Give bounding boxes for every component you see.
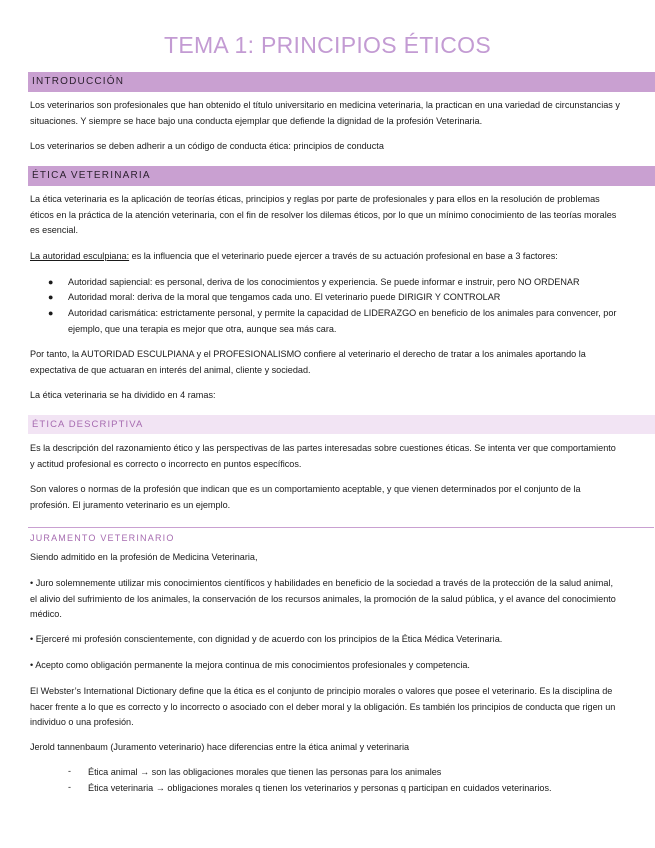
descriptiva-paragraph-1: Es la descripción del razonamiento ético y las perspectivas de las partes interesadas sobre cuestiones éticas. Se intenta ver que comportamiento y actitud profesional es correcto o incorrecto en puntos específicos. — [30, 443, 616, 469]
juramento-clause-3: • Acepto como obligación permanente la mejora continua de mis conocimientos profesionales y competencia. — [30, 660, 470, 670]
page-title: TEMA 1: PRINCIPIOS ÉTICOS — [163, 32, 491, 58]
juramento-clause-2: • Ejerceré mi profesión conscientemente, con dignidad y de acuerdo con los principios de la Ética Médica Veterinaria. — [30, 634, 503, 644]
autoridad-paragraph — [30, 249, 622, 265]
intro-paragraph-1: Los veterinarios son profesionales que han obtenido el título universitario en medicina veterinaria, la practican en una variedad de circunstancias y situaciones. Y siempre se hace bajo una conducta ejemplar que defiende la dignidad de la profesión Veterinaria. — [30, 100, 620, 126]
descriptiva-paragraph-2: Son valores o normas de la profesión que indican que es un comportamiento aceptable, y que vienen determinados por el conjunto de la profesión. El juramento veterinario es un ejemplo. — [30, 484, 581, 510]
dash-item-etica-animal: Ética animal → son las obligaciones morales que tienen las personas para los animales — [88, 767, 442, 777]
bullet-marker: ● — [48, 277, 54, 287]
tannenbaum-paragraph: Jerold tannenbaum (Juramento veterinario) hace diferencias entre la ética animal y veterinaria — [30, 742, 410, 752]
autoridad-definition: es la influencia que el veterinario puede ejercer a través de su actuación profesional en base a 3 factores: — [129, 251, 558, 261]
section-heading-etica-veterinaria: ÉTICA VETERINARIA — [28, 166, 655, 186]
section-heading-etica-descriptiva: ÉTICA DESCRIPTIVA — [28, 415, 655, 434]
webster-paragraph: El Webster’s International Dictionary define que la ética es el conjunto de principio morales o valores que posee el veterinario. Es la disciplina de hacer frente a lo que es correcto y lo incorrecto o asociado con el deber moral y la obligación. Es también los principios de conducta que rigen un individuo o una profesión. — [30, 686, 616, 727]
section-divider — [28, 527, 654, 528]
dash-marker: - — [68, 782, 71, 792]
bullet-autoridad-sapiencial: Autoridad sapiencial: es personal, deriva de los conocimientos y experiencia. Se puede informar e instruir, pero NO ORDENAR — [68, 277, 580, 287]
etica-paragraph-3: La ética veterinaria se ha dividido en 4 ramas: — [30, 390, 216, 400]
etica-paragraph-2: Por tanto, la AUTORIDAD ESCULPIANA y el PROFESIONALISMO confiere al veterinario el derecho de tratar a los animales aportando la expectativa de que actuaran en interés del animal, cliente y sociedad. — [30, 349, 586, 375]
juramento-intro: Siendo admitido en la profesión de Medicina Veterinaria, — [30, 552, 258, 562]
dash-marker: - — [68, 766, 71, 776]
bullet-autoridad-moral: Autoridad moral: deriva de la moral que tengamos cada uno. El veterinario puede DIRIGIR Y CONTROLAR — [68, 292, 501, 302]
autoridad-term: La autoridad esculpiana: — [30, 251, 130, 261]
dash-item-etica-veterinaria: Ética veterinaria → obligaciones morales q tienen los veterinarios y personas q participan en cuidados veterinarios. — [88, 783, 552, 793]
intro-paragraph-2: Los veterinarios se deben adherir a un código de conducta ética: principios de conducta — [30, 141, 384, 151]
etica-paragraph-1: La ética veterinaria es la aplicación de teorías éticas, principios y reglas por parte de profesionales y para ellos en la resolución de problemas éticos en la práctica de la atención veterinaria, con el fin de resolver los dilemas éticos, por lo que un mínimo conocimiento de las teorías morales es esencial. — [30, 194, 617, 235]
bullet-marker: ● — [48, 308, 54, 318]
juramento-clause-1: • Juro solemnemente utilizar mis conocimientos científicos y habilidades en beneficio de la sociedad a través de la protección de la salud animal, el alivio del sufrimiento de los animales, la conservación de los recursos animales, la promoción de la salud pública, y el avance del conocimiento médico. — [30, 578, 616, 619]
bullet-autoridad-carismatica: Autoridad carismática: estrictamente personal, y permite la capacidad de LIDERAZGO en beneficio de los animales para convencer, por ejemplo, que una terapia es mejor que otra, aunque sea más cara. — [68, 308, 617, 334]
bullet-marker: ● — [48, 292, 54, 302]
section-heading-introduccion: INTRODUCCIÓN — [28, 72, 655, 92]
subsection-heading-juramento: JURAMENTO VETERINARIO — [30, 533, 175, 543]
